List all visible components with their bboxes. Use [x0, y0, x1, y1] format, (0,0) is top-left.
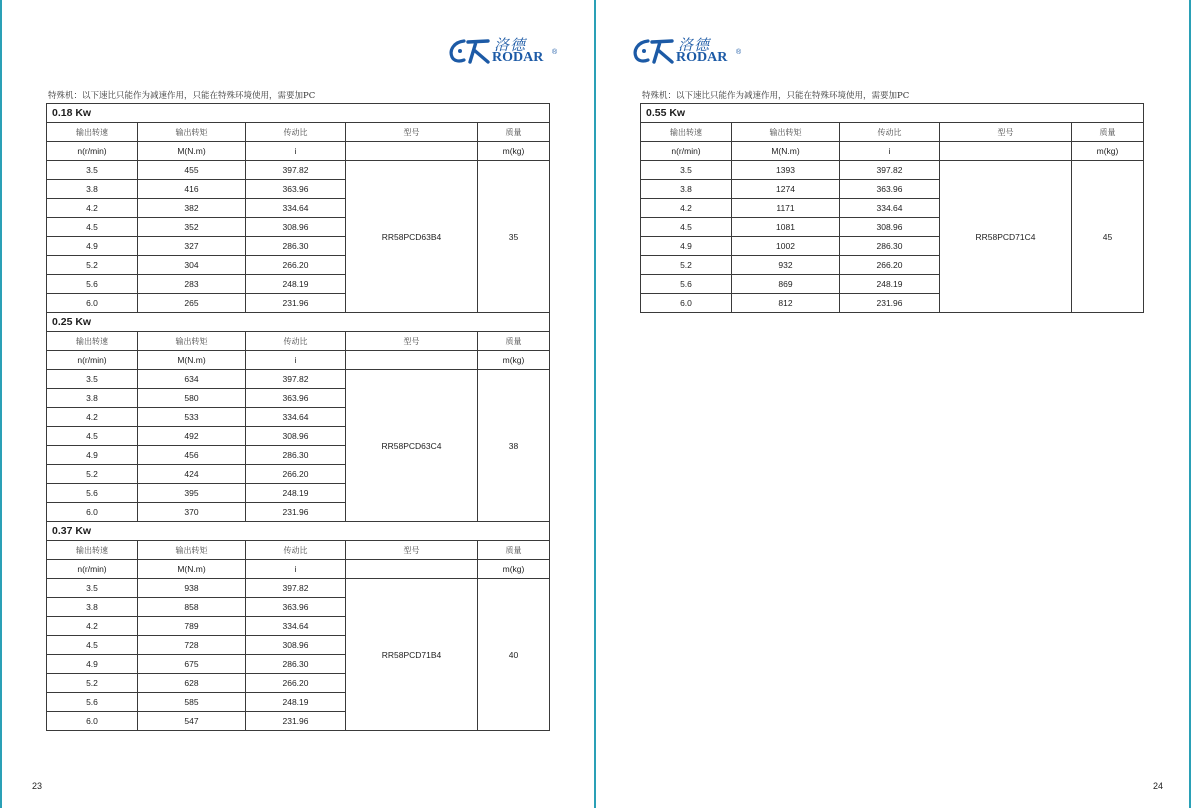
unit-model [346, 142, 478, 161]
cell-ratio: 308.96 [246, 636, 346, 655]
cell-torque: 585 [138, 693, 246, 712]
table-row [47, 161, 550, 180]
unit-torque: M(N.m) [138, 142, 246, 161]
power-rating: 0.55 Kw [641, 104, 1144, 123]
logo-registered-mark: ® [552, 49, 558, 56]
cell-torque: 1274 [732, 180, 840, 199]
cell-ratio: 286.30 [840, 237, 940, 256]
cell-torque: 395 [138, 484, 246, 503]
unit-mass: m(kg) [478, 142, 550, 161]
header-mass: 质量 [1072, 123, 1144, 142]
header-speed: 输出转速 [47, 332, 138, 351]
header-torque: 输出转矩 [732, 123, 840, 142]
cell-torque: 1081 [732, 218, 840, 237]
cell-torque: 424 [138, 465, 246, 484]
cell-speed: 4.5 [47, 636, 138, 655]
logo-registered-mark: ® [736, 49, 742, 56]
rodar-logo-mark-icon [448, 36, 494, 66]
cell-ratio: 334.64 [246, 617, 346, 636]
unit-row [47, 560, 550, 579]
cell-torque: 455 [138, 161, 246, 180]
cell-torque: 628 [138, 674, 246, 693]
column-header-row [47, 541, 550, 560]
cell-speed: 6.0 [47, 712, 138, 731]
cell-speed: 3.8 [641, 180, 732, 199]
cell-ratio: 231.96 [246, 503, 346, 522]
cell-torque: 352 [138, 218, 246, 237]
unit-speed: n(r/min) [47, 142, 138, 161]
header-ratio: 传动比 [246, 332, 346, 351]
cell-torque: 456 [138, 446, 246, 465]
unit-speed: n(r/min) [641, 142, 732, 161]
cell-torque: 932 [732, 256, 840, 275]
cell-speed: 3.8 [47, 180, 138, 199]
unit-torque: M(N.m) [138, 560, 246, 579]
cell-torque: 492 [138, 427, 246, 446]
unit-model [940, 142, 1072, 161]
cell-ratio: 286.30 [246, 655, 346, 674]
header-model: 型号 [940, 123, 1072, 142]
cell-ratio: 266.20 [246, 674, 346, 693]
power-row [47, 104, 550, 123]
cell-mass: 45 [1072, 161, 1144, 313]
cell-model: RR58PCD63B4 [346, 161, 478, 313]
header-speed: 输出转速 [47, 123, 138, 142]
cell-ratio: 363.96 [246, 180, 346, 199]
cell-torque: 327 [138, 237, 246, 256]
table-row [47, 370, 550, 389]
unit-mass: m(kg) [1072, 142, 1144, 161]
cell-torque: 265 [138, 294, 246, 313]
cell-torque: 634 [138, 370, 246, 389]
page-note: 特殊机：以下速比只能作为减速作用，只能在特殊环境使用，需要加PC [642, 91, 910, 101]
cell-torque: 869 [732, 275, 840, 294]
cell-torque: 304 [138, 256, 246, 275]
cell-torque: 382 [138, 199, 246, 218]
cell-torque: 858 [138, 598, 246, 617]
logo-english-text: RODAR [676, 50, 728, 65]
cell-speed: 3.5 [47, 370, 138, 389]
cell-ratio: 248.19 [840, 275, 940, 294]
cell-ratio: 308.96 [246, 218, 346, 237]
cell-speed: 5.6 [47, 484, 138, 503]
header-speed: 输出转速 [641, 123, 732, 142]
cell-torque: 728 [138, 636, 246, 655]
cell-speed: 4.5 [47, 427, 138, 446]
header-model: 型号 [346, 332, 478, 351]
cell-torque: 1393 [732, 161, 840, 180]
unit-ratio: i [246, 560, 346, 579]
cell-speed: 4.2 [47, 199, 138, 218]
header-torque: 输出转矩 [138, 123, 246, 142]
cell-torque: 1002 [732, 237, 840, 256]
cell-torque: 675 [138, 655, 246, 674]
cell-ratio: 308.96 [840, 218, 940, 237]
cell-speed: 6.0 [47, 294, 138, 313]
cell-torque: 1171 [732, 199, 840, 218]
unit-torque: M(N.m) [138, 351, 246, 370]
cell-ratio: 363.96 [246, 598, 346, 617]
cell-ratio: 266.20 [840, 256, 940, 275]
column-header-row [47, 332, 550, 351]
cell-ratio: 248.19 [246, 275, 346, 294]
cell-mass: 40 [478, 579, 550, 731]
cell-ratio: 231.96 [246, 712, 346, 731]
unit-row [641, 142, 1144, 161]
cell-speed: 5.2 [47, 256, 138, 275]
unit-speed: n(r/min) [47, 351, 138, 370]
unit-mass: m(kg) [478, 351, 550, 370]
cell-speed: 4.2 [641, 199, 732, 218]
power-row [641, 104, 1144, 123]
power-rating: 0.18 Kw [47, 104, 550, 123]
power-rating: 0.37 Kw [47, 522, 550, 541]
cell-speed: 5.6 [47, 275, 138, 294]
cell-speed: 4.2 [47, 408, 138, 427]
unit-model [346, 560, 478, 579]
logo-english-text: RODAR [492, 50, 544, 65]
cell-speed: 5.6 [641, 275, 732, 294]
page-number: 23 [32, 781, 43, 791]
header-torque: 输出转矩 [138, 332, 246, 351]
cell-ratio: 397.82 [246, 161, 346, 180]
logo-chinese-text: 洛德 [678, 36, 711, 54]
cell-speed: 4.2 [47, 617, 138, 636]
cell-ratio: 334.64 [840, 199, 940, 218]
cell-speed: 3.5 [641, 161, 732, 180]
rodar-logo-mark-icon [632, 36, 678, 66]
header-speed: 输出转速 [47, 541, 138, 560]
cell-torque: 938 [138, 579, 246, 598]
cell-speed: 6.0 [641, 294, 732, 313]
cell-ratio: 231.96 [840, 294, 940, 313]
table-row [47, 579, 550, 598]
unit-torque: M(N.m) [732, 142, 840, 161]
cell-ratio: 266.20 [246, 465, 346, 484]
power-row [47, 522, 550, 541]
rodar-logo [632, 36, 752, 68]
page-number: 24 [1153, 781, 1164, 791]
cell-torque: 547 [138, 712, 246, 731]
cell-speed: 5.2 [47, 674, 138, 693]
page-note: 特殊机：以下速比只能作为减速作用，只能在特殊环境使用，需要加PC [48, 91, 316, 101]
cell-torque: 283 [138, 275, 246, 294]
power-row [47, 313, 550, 332]
cell-speed: 4.5 [641, 218, 732, 237]
header-ratio: 传动比 [246, 123, 346, 142]
cell-speed: 5.6 [47, 693, 138, 712]
header-ratio: 传动比 [840, 123, 940, 142]
header-ratio: 传动比 [246, 541, 346, 560]
cell-speed: 5.2 [47, 465, 138, 484]
cell-torque: 533 [138, 408, 246, 427]
left-page [0, 0, 595, 808]
header-model: 型号 [346, 123, 478, 142]
cell-torque: 580 [138, 389, 246, 408]
table-row [641, 161, 1144, 180]
cell-speed: 4.9 [47, 655, 138, 674]
cell-model: RR58PCD71B4 [346, 579, 478, 731]
unit-model [346, 351, 478, 370]
cell-ratio: 286.30 [246, 446, 346, 465]
cell-ratio: 397.82 [840, 161, 940, 180]
cell-torque: 789 [138, 617, 246, 636]
cell-ratio: 248.19 [246, 484, 346, 503]
unit-speed: n(r/min) [47, 560, 138, 579]
header-mass: 质量 [478, 541, 550, 560]
cell-speed: 4.9 [641, 237, 732, 256]
cell-speed: 3.5 [47, 579, 138, 598]
unit-mass: m(kg) [478, 560, 550, 579]
column-header-row [641, 123, 1144, 142]
unit-ratio: i [840, 142, 940, 161]
cell-ratio: 266.20 [246, 256, 346, 275]
header-model: 型号 [346, 541, 478, 560]
cell-ratio: 363.96 [840, 180, 940, 199]
cell-ratio: 397.82 [246, 579, 346, 598]
power-rating: 0.25 Kw [47, 313, 550, 332]
spec-table [640, 103, 1144, 313]
cell-speed: 4.9 [47, 237, 138, 256]
cell-ratio: 308.96 [246, 427, 346, 446]
unit-row [47, 351, 550, 370]
cell-speed: 6.0 [47, 503, 138, 522]
cell-model: RR58PCD71C4 [940, 161, 1072, 313]
cell-ratio: 334.64 [246, 408, 346, 427]
cell-speed: 3.8 [47, 598, 138, 617]
cell-torque: 416 [138, 180, 246, 199]
column-header-row [47, 123, 550, 142]
header-mass: 质量 [478, 123, 550, 142]
cell-speed: 4.5 [47, 218, 138, 237]
cell-mass: 38 [478, 370, 550, 522]
unit-row [47, 142, 550, 161]
cell-ratio: 397.82 [246, 370, 346, 389]
cell-speed: 3.8 [47, 389, 138, 408]
cell-ratio: 363.96 [246, 389, 346, 408]
cell-ratio: 286.30 [246, 237, 346, 256]
cell-ratio: 334.64 [246, 199, 346, 218]
cell-torque: 812 [732, 294, 840, 313]
cell-ratio: 248.19 [246, 693, 346, 712]
header-torque: 输出转矩 [138, 541, 246, 560]
rodar-logo [448, 36, 568, 68]
cell-torque: 370 [138, 503, 246, 522]
cell-speed: 3.5 [47, 161, 138, 180]
logo-chinese-text: 洛德 [494, 36, 527, 54]
cell-ratio: 231.96 [246, 294, 346, 313]
right-page [596, 0, 1191, 808]
header-mass: 质量 [478, 332, 550, 351]
spec-table [46, 103, 550, 731]
cell-speed: 5.2 [641, 256, 732, 275]
cell-mass: 35 [478, 161, 550, 313]
unit-ratio: i [246, 142, 346, 161]
cell-speed: 4.9 [47, 446, 138, 465]
unit-ratio: i [246, 351, 346, 370]
cell-model: RR58PCD63C4 [346, 370, 478, 522]
